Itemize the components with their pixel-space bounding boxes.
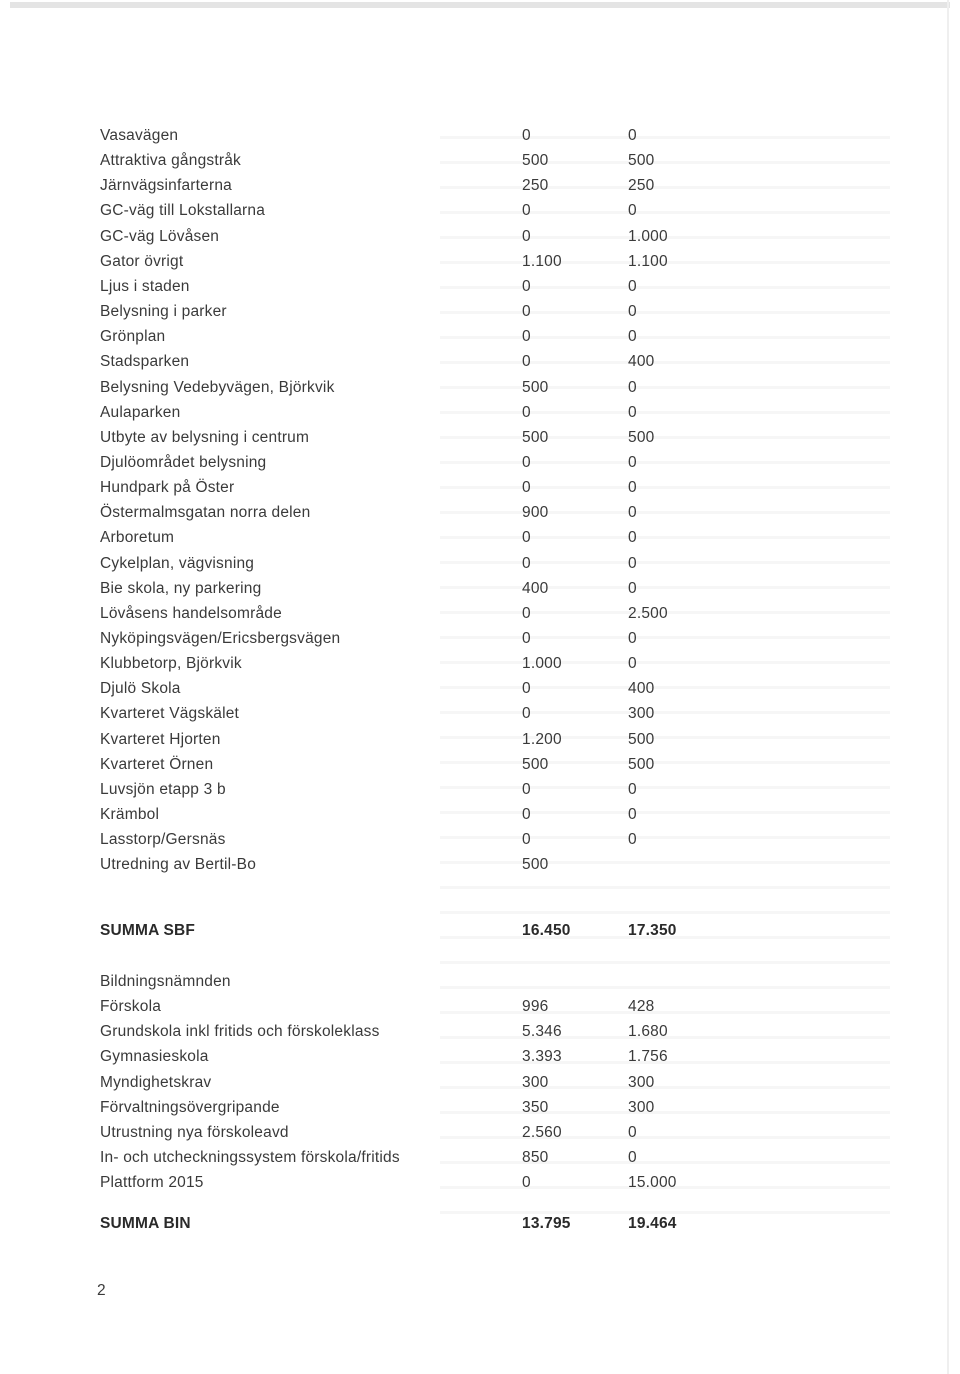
sbf-row: [0, 630, 960, 655]
sbf-value-1: 0: [522, 630, 531, 647]
bin-row: [0, 1099, 960, 1124]
sbf-label: Attraktiva gångstråk: [100, 152, 241, 170]
page-number: 2: [97, 1282, 106, 1299]
bin-value-1: 996: [522, 998, 549, 1015]
sbf-label: Hundpark på Öster: [100, 479, 235, 497]
sbf-row: [0, 253, 960, 278]
sbf-row: [0, 756, 960, 781]
sbf-value-1: 0: [522, 604, 531, 622]
sbf-value-1: 400: [522, 579, 549, 597]
bin-heading-row: [0, 973, 960, 998]
sbf-label: Kvarteret Hjorten: [100, 730, 221, 748]
sbf-row: [0, 705, 960, 730]
sbf-value-1: 0: [522, 127, 531, 144]
summa-bin-row: [0, 1215, 960, 1240]
summa-sbf-value-1: 16.450: [522, 922, 571, 939]
sbf-value-1: 0: [522, 705, 531, 723]
sbf-row: [0, 504, 960, 529]
sbf-row: [0, 202, 960, 227]
sbf-value-1: 0: [522, 831, 531, 849]
sbf-row: [0, 680, 960, 705]
sbf-value-2: 0: [628, 277, 637, 295]
summa-bin-value-1: 13.795: [522, 1215, 571, 1232]
sbf-value-2: 0: [628, 202, 637, 220]
bin-value-2: 1.756: [628, 1048, 668, 1066]
sbf-value-2: 0: [628, 780, 637, 798]
sbf-row: [0, 177, 960, 202]
sbf-value-2: 500: [628, 730, 655, 748]
sbf-value-1: 0: [522, 529, 531, 547]
bin-row: [0, 1174, 960, 1199]
summa-sbf-row: [0, 922, 960, 947]
sbf-value-1: 1.200: [522, 730, 562, 748]
bin-value-2: 0: [628, 1124, 637, 1141]
sbf-value-2: 250: [628, 177, 655, 195]
sbf-value-2: 500: [628, 152, 655, 170]
summa-bin-label: SUMMA BIN: [100, 1215, 191, 1232]
sbf-row: [0, 655, 960, 680]
bin-value-2: 15.000: [628, 1174, 677, 1192]
sbf-value-1: 0: [522, 806, 531, 824]
bin-value-2: 300: [628, 1098, 655, 1116]
sbf-value-1: 0: [522, 227, 531, 245]
bin-value-1: 850: [522, 1149, 549, 1167]
sbf-label: Djulöområdet belysning: [100, 453, 267, 471]
sbf-value-2: 300: [628, 705, 655, 723]
bin-row: [0, 998, 960, 1023]
sbf-value-2: 0: [628, 403, 637, 421]
sbf-label: GC-väg till Lokstallarna: [100, 202, 266, 220]
sbf-value-2: 0: [628, 127, 637, 144]
sbf-row: [0, 228, 960, 253]
sbf-value-2: 0: [628, 378, 637, 396]
sbf-row: [0, 454, 960, 479]
sbf-value-1: 0: [522, 303, 531, 321]
sbf-row: [0, 429, 960, 454]
bin-label: Gymnasieskola: [100, 1048, 209, 1066]
bin-label: Utrustning nya förskoleavd: [100, 1124, 289, 1141]
sbf-row: [0, 856, 960, 881]
sbf-value-1: 1.000: [522, 655, 562, 673]
sbf-row: [0, 555, 960, 580]
sbf-value-2: 0: [628, 328, 637, 346]
sbf-label: Klubbetorp, Björkvik: [100, 655, 242, 673]
bin-label: In- och utcheckningssystem förskola/fritids: [100, 1149, 400, 1167]
sbf-label: Nyköpingsvägen/Ericsbergsvägen: [100, 630, 341, 647]
bin-value-1: 350: [522, 1098, 549, 1116]
sbf-label: Kvarteret Örnen: [100, 755, 214, 773]
bin-value-2: 300: [628, 1073, 655, 1091]
bin-heading: Bildningsnämnden: [100, 973, 231, 990]
sbf-row: [0, 831, 960, 856]
sbf-row: [0, 303, 960, 328]
bin-row: [0, 1124, 960, 1149]
bin-value-1: 0: [522, 1174, 531, 1192]
sbf-value-1: 0: [522, 479, 531, 497]
sbf-value-1: 0: [522, 353, 531, 371]
sbf-label: Luvsjön etapp 3 b: [100, 780, 226, 798]
sbf-row: [0, 379, 960, 404]
sbf-value-2: 0: [628, 504, 637, 522]
sbf-value-2: 0: [628, 630, 637, 647]
sbf-value-1: 1.100: [522, 252, 562, 270]
bin-label: Förskola: [100, 998, 162, 1015]
sbf-label: Arboretum: [100, 529, 175, 547]
bin-row: [0, 1023, 960, 1048]
bin-row: [0, 1074, 960, 1099]
sbf-label: Cykelplan, vägvisning: [100, 554, 255, 572]
sbf-label: Vasavägen: [100, 127, 179, 144]
sbf-row: [0, 580, 960, 605]
sbf-label: Aulaparken: [100, 403, 181, 421]
sbf-label: Stadsparken: [100, 353, 190, 371]
bin-value-1: 5.346: [522, 1023, 562, 1041]
sbf-row: [0, 404, 960, 429]
sbf-value-2: 0: [628, 831, 637, 849]
summa-bin-value-2: 19.464: [628, 1215, 677, 1232]
sbf-value-1: 250: [522, 177, 549, 195]
sbf-row: [0, 731, 960, 756]
bin-value-2: 1.680: [628, 1023, 668, 1041]
sbf-value-2: 2.500: [628, 604, 668, 622]
sbf-label: Djulö Skola: [100, 680, 181, 698]
sbf-value-1: 0: [522, 277, 531, 295]
bin-value-1: 300: [522, 1073, 549, 1091]
sbf-row: [0, 353, 960, 378]
sbf-value-1: 500: [522, 428, 549, 446]
sbf-value-2: 400: [628, 680, 655, 698]
sbf-value-1: 0: [522, 554, 531, 572]
sbf-value-1: 500: [522, 755, 549, 773]
bin-label: Plattform 2015: [100, 1174, 204, 1192]
sbf-label: Grönplan: [100, 328, 166, 346]
scan-top-edge: [10, 2, 950, 8]
sbf-value-2: 0: [628, 453, 637, 471]
summa-sbf-value-2: 17.350: [628, 922, 677, 939]
sbf-label: Kvarteret Vägskälet: [100, 705, 240, 723]
sbf-label: Krämbol: [100, 806, 160, 824]
sbf-value-1: 0: [522, 453, 531, 471]
sbf-label: Belysning i parker: [100, 303, 227, 321]
sbf-label: GC-väg Lövåsen: [100, 227, 220, 245]
sbf-value-1: 0: [522, 202, 531, 220]
sbf-row: [0, 127, 960, 152]
sbf-value-2: 0: [628, 806, 637, 824]
sbf-label: Östermalmsgatan norra delen: [100, 504, 311, 522]
sbf-value-1: 0: [522, 328, 531, 346]
sbf-value-1: 0: [522, 680, 531, 698]
sbf-value-2: 500: [628, 755, 655, 773]
bin-label: Grundskola inkl fritids och förskoleklass: [100, 1023, 380, 1041]
sbf-value-2: 0: [628, 579, 637, 597]
sbf-row: [0, 278, 960, 303]
sbf-value-1: 900: [522, 504, 549, 522]
bin-row: [0, 1048, 960, 1073]
bin-label: Myndighetskrav: [100, 1073, 212, 1091]
sbf-row: [0, 781, 960, 806]
sbf-row: [0, 479, 960, 504]
sbf-value-2: 0: [628, 529, 637, 547]
bin-value-2: 0: [628, 1149, 637, 1167]
sbf-row: [0, 605, 960, 630]
sbf-value-2: 400: [628, 353, 655, 371]
sbf-value-2: 0: [628, 554, 637, 572]
bin-value-2: 428: [628, 998, 655, 1015]
sbf-value-2: 0: [628, 655, 637, 673]
bin-value-1: 2.560: [522, 1124, 562, 1141]
sbf-label: Järnvägsinfarterna: [100, 177, 232, 195]
sbf-label: Gator övrigt: [100, 252, 184, 270]
sbf-label: Belysning Vedebyvägen, Björkvik: [100, 378, 335, 396]
sbf-value-1: 500: [522, 378, 549, 396]
sbf-value-1: 0: [522, 780, 531, 798]
sbf-label: Lasstorp/Gersnäs: [100, 831, 226, 849]
sbf-value-2: 1.000: [628, 227, 668, 245]
sbf-label: Utbyte av belysning i centrum: [100, 428, 310, 446]
sbf-value-1: 500: [522, 856, 549, 874]
sbf-value-2: 0: [628, 479, 637, 497]
sbf-value-2: 1.100: [628, 252, 668, 270]
sbf-label: Utredning av Bertil-Bo: [100, 856, 257, 874]
sbf-row: [0, 328, 960, 353]
sbf-label: Bie skola, ny parkering: [100, 579, 262, 597]
sbf-value-2: 0: [628, 303, 637, 321]
sbf-value-1: 0: [522, 403, 531, 421]
sbf-label: Ljus i staden: [100, 277, 190, 295]
summa-sbf-label: SUMMA SBF: [100, 922, 196, 939]
sbf-label: Lövåsens handelsområde: [100, 604, 282, 622]
sbf-value-2: 500: [628, 428, 655, 446]
sbf-value-1: 500: [522, 152, 549, 170]
sbf-row: [0, 529, 960, 554]
bin-label: Förvaltningsövergripande: [100, 1098, 280, 1116]
bin-value-1: 3.393: [522, 1048, 562, 1066]
sbf-row: [0, 806, 960, 831]
sbf-row: [0, 152, 960, 177]
bin-row: [0, 1149, 960, 1174]
